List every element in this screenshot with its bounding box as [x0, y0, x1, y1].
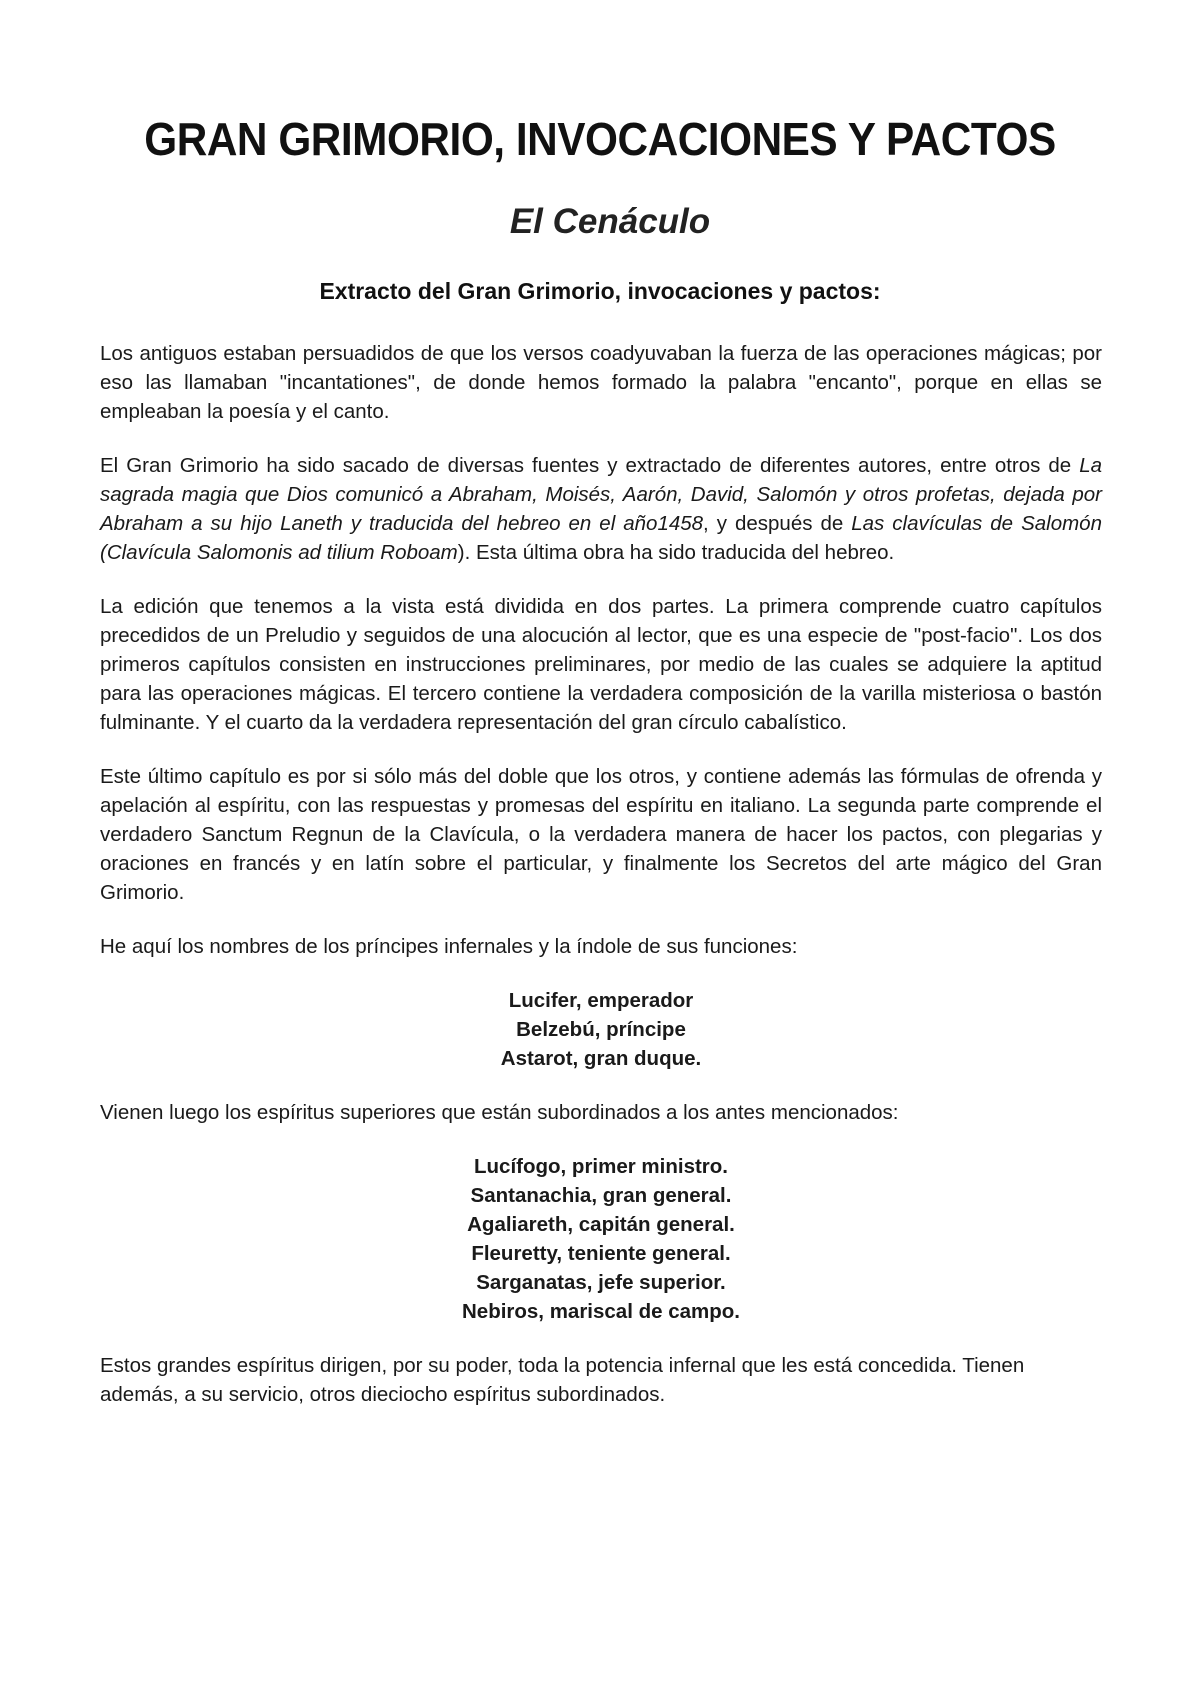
list-item: Lucífogo, primer ministro. [474, 1155, 728, 1178]
princes-list [100, 986, 1102, 1073]
spirits-list [100, 1152, 1102, 1326]
paragraph-sources-text-c: ). Esta última obra ha sido traducida del hebreo. [457, 541, 895, 564]
paragraph-edition: La edición que tenemos a la vista está dividida en dos partes. La primera comprende cuatro capítulos precedidos de un Preludio y seguidos de una alocución al lector, que es una especie de "post-facio". Los dos primeros capítulos consisten en instrucciones preliminares, por medio de las cuales se adquiere la aptitud para las operaciones mágicas. El tercero contiene la verdadera composición de la varilla misteriosa o bastón fulminante. Y el cuarto da la verdadera representación del gran círculo cabalístico. [100, 595, 1102, 734]
document-body [100, 339, 1102, 1434]
list-item: Astarot, gran duque. [500, 1047, 702, 1070]
paragraph-sources-text-b: , y después de [703, 512, 852, 535]
page-title: GRAN GRIMORIO, INVOCACIONES Y PACTOS [144, 113, 1056, 165]
list-item: Santanachia, gran general. [470, 1184, 732, 1207]
list-item: Belzebú, príncipe [516, 1018, 686, 1041]
paragraph-spirits-intro: Vienen luego los espíritus superiores que están subordinados a los antes mencionados: [100, 1101, 899, 1124]
list-item: Nebiros, mariscal de campo. [461, 1300, 740, 1323]
page-subtitle: El Cenáculo [509, 202, 711, 241]
list-item: Agaliareth, capitán general. [467, 1213, 735, 1236]
paragraph-sources-title-b: Las clavículas de Salomón (Clavícula Salomonis ad tilium Roboam [100, 512, 1102, 564]
paragraph-sources-title-a: La sagrada magia que Dios comunicó a Abraham, Moisés, Aarón, David, Salomón y otros profetas, dejada por Abraham a su hijo Laneth y traducida del hebreo en el año1458 [100, 454, 1102, 535]
paragraph-closing: Estos grandes espíritus dirigen, por su poder, toda la potencia infernal que les está concedida. Tienen además, a su servicio, otros dieciocho espíritus subordinados. [100, 1354, 1025, 1406]
list-item: Lucifer, emperador [508, 989, 694, 1012]
list-item: Fleuretty, teniente general. [471, 1242, 731, 1265]
paragraph-intro: Los antiguos estaban persuadidos de que los versos coadyuvaban la fuerza de las operaciones mágicas; por eso las llamaban "incantationes", de donde hemos formado la palabra "encanto", porque en ellas se empleaban la poesía y el canto. [100, 342, 1102, 423]
section-heading: Extracto del Gran Grimorio, invocaciones y pactos: [319, 278, 881, 304]
paragraph-last-chapter: Este último capítulo es por si sólo más del doble que los otros, y contiene además las fórmulas de ofrenda y apelación al espíritu, con las respuestas y promesas del espíritu en italiano. La segunda parte comprende el verdadero Sanctum Regnun de la Clavícula, o la verdadera manera de hacer los pactos, con plegarias y oraciones en francés y en latín sobre el particular, y finalmente los Secretos del arte mágico del Gran Grimorio. [100, 765, 1102, 904]
paragraph-sources [100, 451, 1102, 567]
paragraph-princes-intro: He aquí los nombres de los príncipes infernales y la índole de sus funciones: [100, 935, 798, 958]
paragraph-sources-text-a: El Gran Grimorio ha sido sacado de diversas fuentes y extractado de diferentes autores, entre otros de [100, 454, 1080, 477]
list-item: Sarganatas, jefe superior. [476, 1271, 726, 1294]
